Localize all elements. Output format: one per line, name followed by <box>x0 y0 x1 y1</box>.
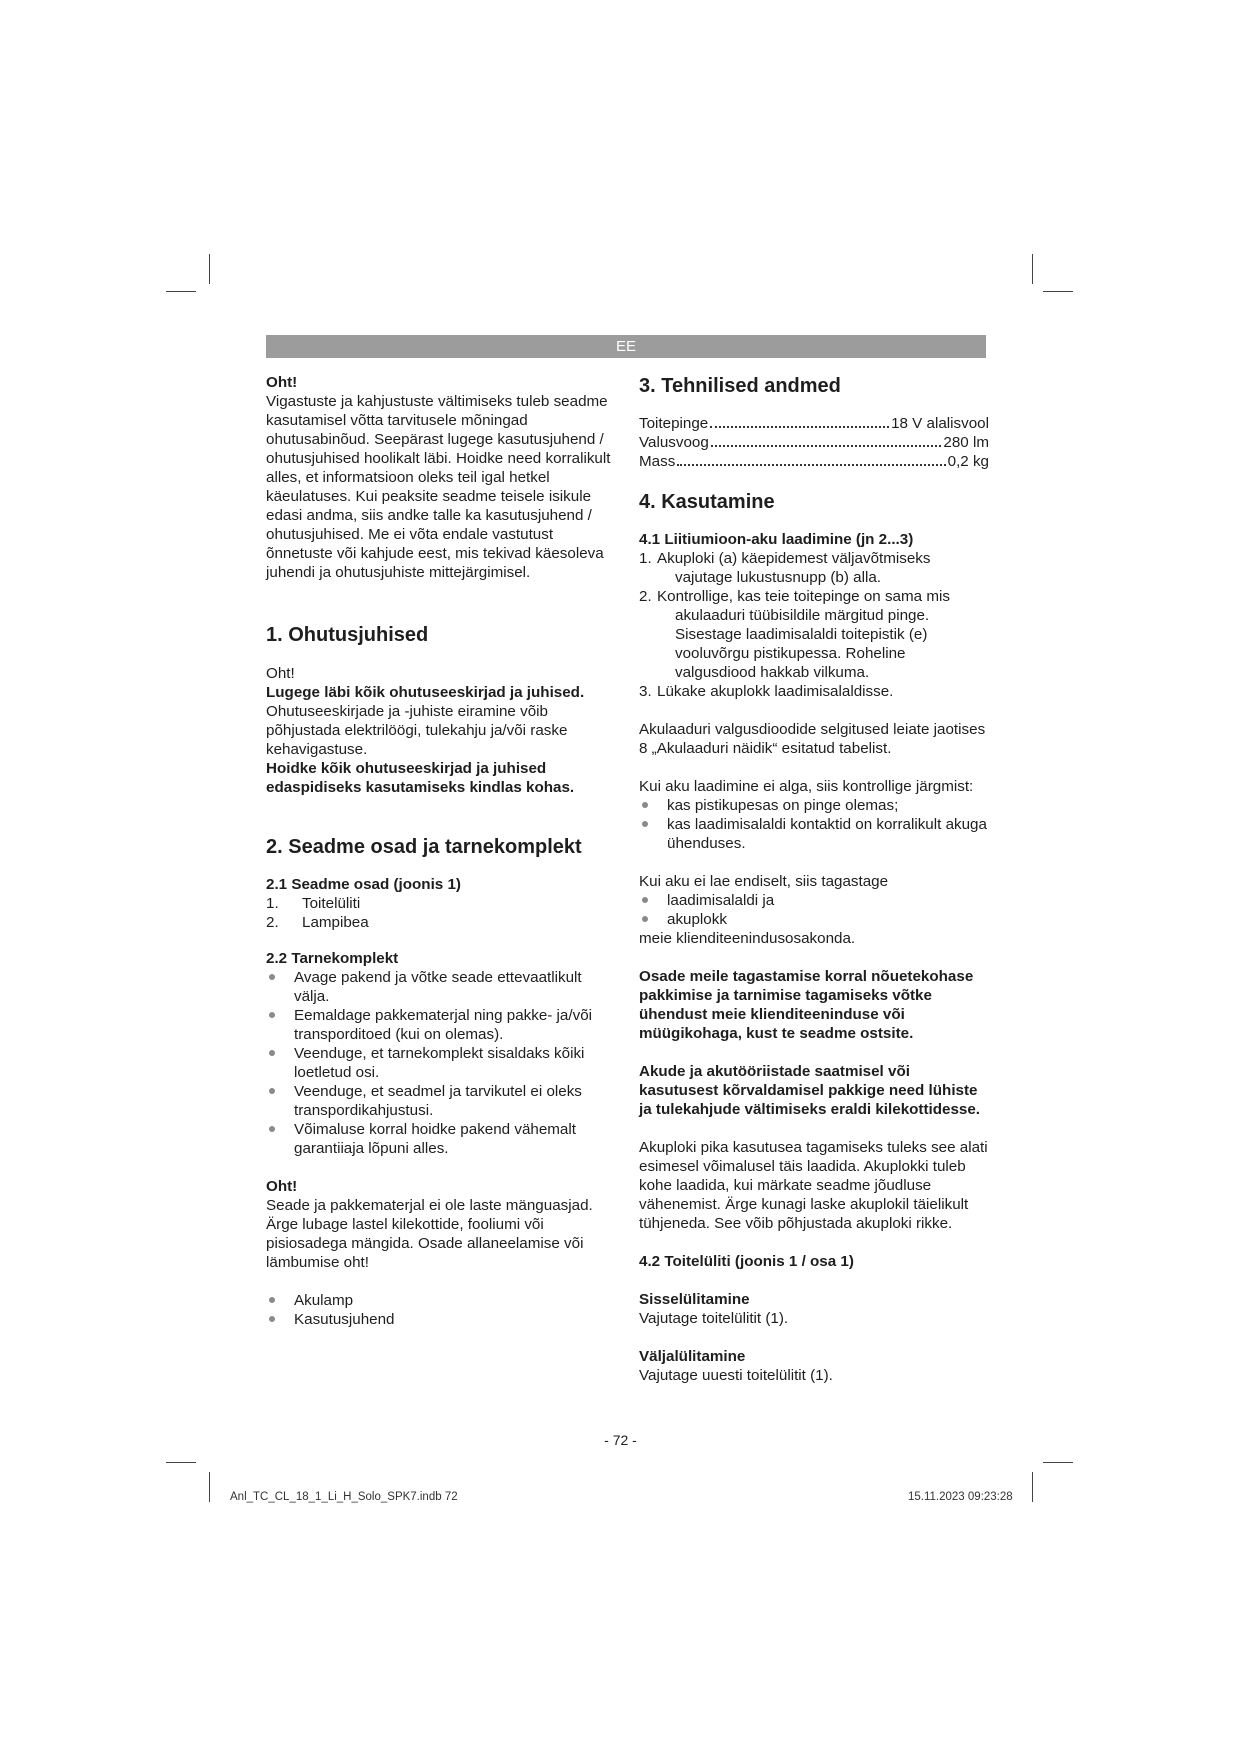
crop-mark <box>209 254 210 284</box>
list-item: Veenduge, et seadmel ja tarvikutel ei oleks transpordikahjustusi. <box>266 1082 612 1120</box>
subsection-2-1-heading: 2.1 Seadme osad (joonis 1) <box>266 876 461 893</box>
specs-table <box>639 414 989 471</box>
spec-row: Mass 0,2 kg <box>639 453 989 470</box>
return-bold-notice: Osade meile tagastamise korral nõuetekohase pakkimise ja tarnimise tagamiseks võtke ühendust meie klienditeeninduse või müügikohaga, kust te seadme ostsite. <box>639 968 974 1042</box>
language-header-bar: EE <box>266 335 986 358</box>
crop-mark <box>166 291 196 292</box>
subsection-4-1-heading: 4.1 Liitiumioon-aku laadimine (jn 2...3) <box>639 531 914 548</box>
danger-title: Oht! <box>266 1178 298 1195</box>
list-item: laadimisalaldi ja <box>639 891 989 910</box>
list-item: 1. Akuploki (a) käepidemest väljavõtmiseks vajutage lukustusnupp (b) alla. <box>639 550 931 586</box>
section-4-heading: 4. Kasutamine <box>639 491 775 513</box>
warning-title: Oht! <box>266 374 298 391</box>
section-3-heading: 3. Tehnilised andmed <box>639 375 841 397</box>
check-list <box>639 796 989 853</box>
list-item: Eemaldage pakkematerjal ning pakke- ja/või transporditoed (kui on olemas). <box>266 1006 612 1044</box>
delivery-bullets <box>266 968 612 1158</box>
switch-on-title: Sisselülitamine <box>639 1291 750 1308</box>
crop-mark <box>1043 291 1073 292</box>
crop-mark <box>1032 1472 1033 1502</box>
right-column <box>639 373 989 1385</box>
crop-mark <box>1032 254 1033 284</box>
return-outro: meie klienditeenindusosakonda. <box>639 930 856 947</box>
danger-text: Seade ja pakkematerjal ei ole laste mänguasjad. Ärge lubage lastel kilekottide, fooliumi või pisiosadega mängida. Osade allaneelamise või lämbumise oht! <box>266 1197 593 1271</box>
shipping-bold-notice: Akude ja akutööriistade saatmisel või kasutusest kõrvaldamisel pakkige need lühiste ja tulekahjude vältimiseks eraldi kilekottidesse. <box>639 1063 981 1118</box>
return-list <box>639 891 989 929</box>
list-item: kas pistikupesas on pinge olemas; <box>639 796 989 815</box>
battery-life-paragraph: Akuploki pika kasutusea tagamiseks tuleks see alati esimesel võimalusel täis laadida. Akuplokki tuleb kohe laadida, kui märkate seadme jõudluse vähenemist. Ärge kunagi laske akuplokil täielikult tühjeneda. See võib põhjustada akuploki rikke. <box>639 1139 988 1232</box>
safety-bold-1: Lugege läbi kõik ohutuseeskirjad ja juhised. <box>266 684 585 701</box>
page-number: - 72 - <box>604 1432 637 1448</box>
left-column <box>266 373 612 1329</box>
footer-timestamp: 15.11.2023 09:23:28 <box>908 1491 1013 1503</box>
switch-on-text: Vajutage toitelülitit (1). <box>639 1310 789 1327</box>
contents-list <box>266 1291 612 1329</box>
check-intro: Kui aku laadimine ei alga, siis kontrollige järgmist: <box>639 778 974 795</box>
list-item: kas laadimisalaldi kontaktid on korralikult akuga ühenduses. <box>639 815 989 853</box>
led-paragraph: Akulaaduri valgusdioodide selgitused leiate jaotises 8 „Akulaaduri näidik“ esitatud tabelist. <box>639 721 986 757</box>
return-intro: Kui aku ei lae endiselt, siis tagastage <box>639 873 889 890</box>
list-item: Kasutusjuhend <box>266 1310 612 1329</box>
spec-row: Valusvoog 280 lm <box>639 434 989 451</box>
switch-off-text: Vajutage uuesti toitelülitit (1). <box>639 1367 833 1384</box>
safety-bold-2: Hoidke kõik ohutuseeskirjad ja juhised edaspidiseks kasutamiseks kindlas kohas. <box>266 760 575 796</box>
list-item: Veenduge, et tarnekomplekt sisaldaks kõiki loetletud osi. <box>266 1044 612 1082</box>
list-item: Avage pakend ja võtke seade ettevaatlikult välja. <box>266 968 612 1006</box>
list-item: Võimaluse korral hoidke pakend vähemalt garantiiaja lõpuni alles. <box>266 1120 612 1158</box>
subsection-2-2-heading: 2.2 Tarnekomplekt <box>266 950 399 967</box>
list-item: 2. Lampibea <box>266 914 369 931</box>
safety-text: Ohutuseeskirjade ja -juhiste eiramine võib põhjustada elektrilöögi, tulekahju ja/või raske kehavigastuse. <box>266 703 568 758</box>
parts-list <box>266 894 612 932</box>
crop-mark <box>209 1472 210 1502</box>
spec-row: Toitepinge 18 V alalisvool <box>639 415 989 432</box>
section-2-heading: 2. Seadme osad ja tarnekomplekt <box>266 836 582 858</box>
list-item: 3. Lükake akuplokk laadimisalaldisse. <box>639 683 894 700</box>
list-item: akuplokk <box>639 910 989 929</box>
charging-steps <box>639 549 989 701</box>
switch-off-title: Väljalülitamine <box>639 1348 746 1365</box>
list-item: Akulamp <box>266 1291 612 1310</box>
crop-mark <box>1043 1462 1073 1463</box>
footer-filename: Anl_TC_CL_18_1_Li_H_Solo_SPK7.indb 72 <box>230 1491 458 1503</box>
section-1-heading: 1. Ohutusjuhised <box>266 624 429 646</box>
warning-text: Vigastuste ja kahjustuste vältimiseks tuleb seadme kasutamisel võtta tarvitusele mõningad ohutusabinõud. Seepärast lugege kasutusjuhend / ohutusjuhised hoolikalt läbi. Hoidke need korralikult alles, et informatsioon oleks teil igal hetkel käeulatuses. Kui peaksite seadme teisele isikule edasi andma, siis andke talle ka kasutusjuhend / ohutusjuhised. Me ei võta endale vastutust õnnetuste või kahjude eest, mis tekivad käesoleva juhendi ja ohutusjuhiste mittejärgimisel. <box>266 393 611 581</box>
danger-label: Oht! <box>266 665 295 682</box>
list-item: 2. Kontrollige, kas teie toitepinge on sama mis akulaaduri tüübisildile märgitud pinge. Sisestage laadimisalaldi toitepistik (e) vooluvõrgu pistikupessa. Roheline valgusdiood hakkab vilkuma. <box>639 588 950 681</box>
crop-mark <box>166 1462 196 1463</box>
list-item: 1. Toitelüliti <box>266 895 361 912</box>
subsection-4-2-heading: 4.2 Toitelüliti (joonis 1 / osa 1) <box>639 1253 854 1270</box>
